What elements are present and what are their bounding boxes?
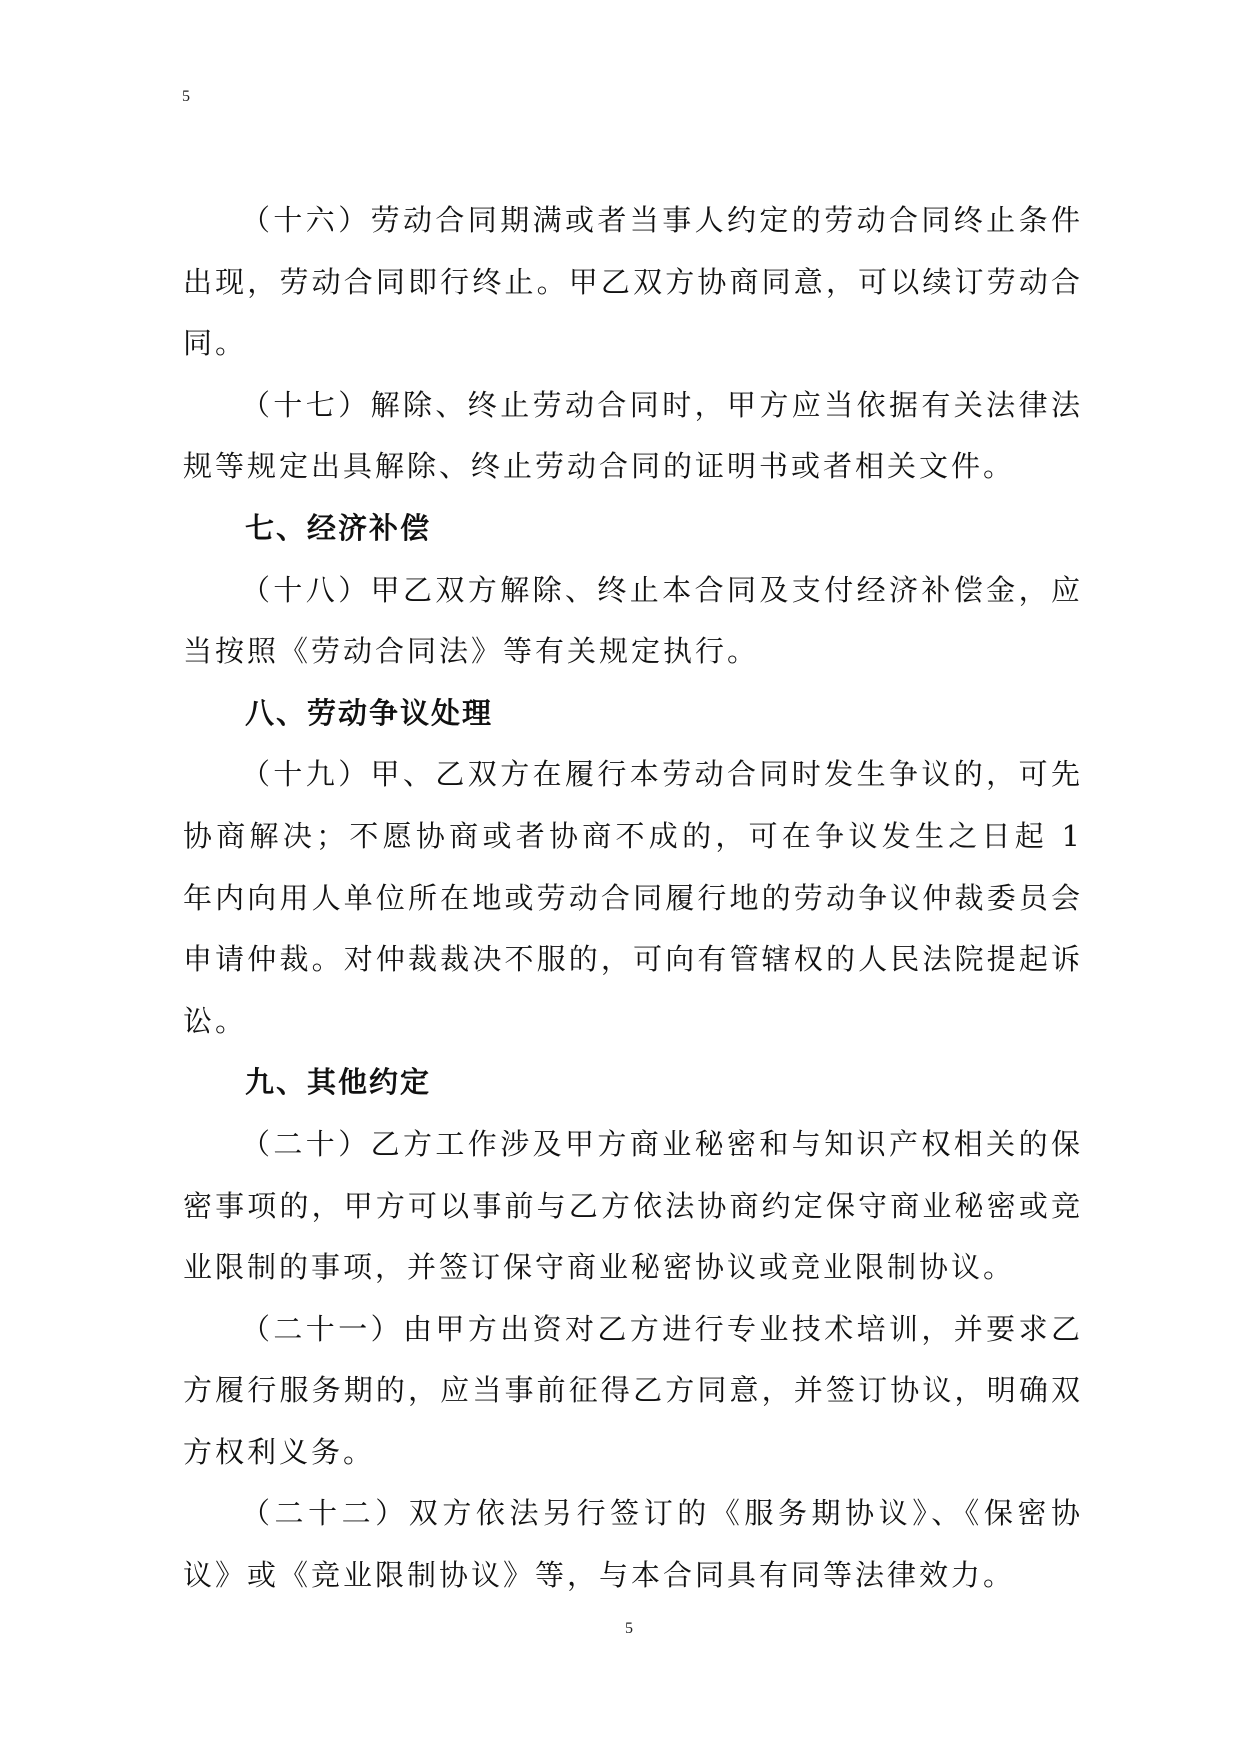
clause-21: （二十一）由甲方出资对乙方进行专业技术培训，并要求乙方履行服务期的，应当事前征得乙方同意，并签订协议，明确双方权利义务。 [183, 1311, 1083, 1469]
section-heading-8: 八、劳动争议处理 [245, 695, 494, 730]
section-heading-7: 七、经济补偿 [245, 510, 432, 545]
section-heading-9: 九、其他约定 [245, 1065, 432, 1100]
page-number-top: 5 [182, 88, 190, 105]
document-body [183, 190, 1083, 1607]
page-number-bottom: 5 [625, 1620, 633, 1637]
clause-19: （十九）甲、乙双方在履行本劳动合同时发生争议的，可先协商解决；不愿协商或者协商不成的，可在争议发生之日起 1 年内向用人单位所在地或劳动合同履行地的劳动争议仲裁委员会申请仲裁。对仲裁裁决不服的，可向有管辖权的人民法院提起诉讼。 [183, 757, 1083, 1038]
clause-20: （二十）乙方工作涉及甲方商业秘密和与知识产权相关的保密事项的，甲方可以事前与乙方依法协商约定保守商业秘密或竞业限制的事项，并签订保守商业秘密协议或竞业限制协议。 [183, 1126, 1083, 1285]
clause-18: （十八）甲乙双方解除、终止本合同及支付经济补偿金，应当按照《劳动合同法》等有关规定执行。 [183, 572, 1083, 669]
clause-17: （十七）解除、终止劳动合同时，甲方应当依据有关法律法规等规定出具解除、终止劳动合同的证明书或者相关文件。 [183, 387, 1083, 484]
clause-16: （十六）劳动合同期满或者当事人约定的劳动合同终止条件出现，劳动合同即行终止。甲乙双方协商同意，可以续订劳动合同。 [183, 203, 1083, 361]
clause-22: （二十二）双方依法另行签订的《服务期协议》、《保密协议》或《竞业限制协议》等，与本合同具有同等法律效力。 [183, 1496, 1083, 1593]
